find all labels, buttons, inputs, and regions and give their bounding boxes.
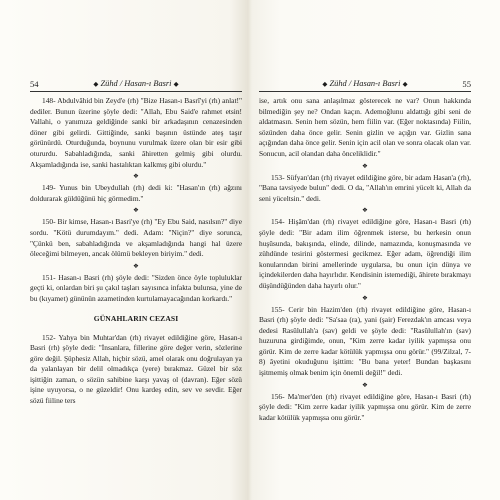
diamond-icon: ◆ xyxy=(402,81,408,88)
right-body xyxy=(259,96,471,423)
separator-ornament: ❖ xyxy=(362,207,368,215)
separator-ornament: ❖ xyxy=(362,162,368,170)
running-head xyxy=(30,78,242,90)
separator-ornament: ❖ xyxy=(133,173,139,181)
paragraph-151: 151- Hasan-ı Basri (rh) şöyle dedi: "Sizden önce öyle topluluklar geçti ki, onlardan biri şu çakıl taşları sayısınca infakta bulunsa, yine de bu (kıyamet) gününün azametinden kurtulamayacağından korkardı." xyxy=(30,272,242,303)
separator-ornament: ❖ xyxy=(362,381,368,389)
paragraph-152-continued: ise, artık onu sana anlaşılmaz gösterecek ne var? Onun hakkında bilmediğin şey ne? Ondan kaçın. Ademoğlunu aldattığı gibi seni de aldatmasın. Senin hem sözün, hem fiilin var. (Eğer noktasında) Fiilin, sözünden daha önce gelir. Senin gizlin ve açığın var. Gizlin sana açığından daha önce gelir. Senin için acil olan ve sonra olacak olan var. Sonucun, acil olandan daha önceliklidir." xyxy=(259,96,471,158)
right-page xyxy=(259,78,471,498)
paragraph-152: 152- Yahya bin Muhtar'dan (rh) rivayet edildiğine göre, Hasan-ı Basri (rh) şöyle dedi: "İnsanlara, fillerine göre değer verin, sözlerine göre değil. Şüphesiz Allah, hiçbir sözü, amel olarak onu doğrulayan ya da yalanlayan bir delil olmadıkça (yere) bırakmaz. Güzel bir söz işittiğin zaman, o sözün sahibine karşı yavaş ol (davran). Eğer sözü işine uyuyorsa, o ne güzeldir! Onu kardeş edin, sev ve sevdir. Eğer sözü fiiline ters xyxy=(30,332,242,406)
header-rule xyxy=(259,91,471,92)
paragraph-149: 149- Yunus bin Ubeydullah (rh) dedi ki: "Hasan'ın (rh) ağzını doldurarak güldüğünü hiç görmedim." xyxy=(30,183,242,203)
paragraph-156: 156- Ma'mer'den (rh) rivayet edildiğine göre, Hasan-ı Basri (rh) şöyle dedi: "Kim zerre kadar iyilik yapmışsa onu görür. Kim de zerre kadar kötülük yapmışsa onu görür." xyxy=(259,391,471,422)
page-number: 55 xyxy=(462,79,471,89)
paragraph-150: 150- Bir kimse, Hasan-ı Basri'ye (rh) "Ey Ebu Said, nasılsın?" diye sordu. "Kötü durumdayım." dedi. Adam: "Niçin?" diye sorunca, "Çünkü ben, sabahladığında ve akşamladığında hangi hal üzere öleceğimi bilmeyen, ancak ölümü bekleyen biriyim." dedi. xyxy=(30,217,242,259)
paragraph-154: 154- Hişâm'dan (rh) rivayet edildiğine göre, Hasan-ı Basri (rh) şöyle dedi: "Bir adam ilim öğrenmek isterse, bu herkesin onun huşûsunda, bakışında, elinde, dilinde, namazında, konuşmasında ve zühdünde tesirini göstermesi gecikmez. Eğer adam, öğrendiği ilim konularından birini amellerinde uygularsa, bu onun için dünya ve içindekilerden daha hayırlıdır. Kendisinin istemediği, âhirete bırakmayı düşündüğünden daha hayırlı olur." xyxy=(259,217,471,290)
paragraph-148: 148- Abdulvâhid bin Zeyd'e (rh) "Bize Hasan-ı Basrî'yi (rh) anlat!" dediler. Bunun üzerine şöyle dedi: "Allah, Ebu Said'e rahmet etsin! Vallahi, o yanımıza geldiğinde sanki bir arkadaşının cenazesinden döner gibi gelirdi. Gittiğinde, sanki başının üstünde ateş taşır görünürdü. Oturduğunda, boynunu vurulmak üzere olan bir esir gibi otururdu. Sabahladığında, sanki âhiretten gelmiş gibi olurdu. Akşamladığında ise, sanki hastalıktan kalkmış gibi olurdu." xyxy=(30,96,242,169)
header-rule xyxy=(30,91,242,92)
running-title xyxy=(322,79,407,88)
diamond-icon: ◆ xyxy=(173,81,179,88)
diamond-icon: ◆ xyxy=(322,81,328,88)
separator-ornament: ❖ xyxy=(133,207,139,215)
running-head xyxy=(259,78,471,90)
separator-ornament: ❖ xyxy=(133,262,139,270)
section-heading: GÜNAHLARIN CEZASI xyxy=(93,313,179,323)
left-page xyxy=(30,78,242,498)
running-title xyxy=(93,79,178,88)
left-body xyxy=(30,96,242,407)
paragraph-155: 155- Cerir bin Hazim'den (rh) rivayet edildiğine göre, Hasan-ı Basri (rh) şöyle dedi: "Sa'saa (ra), yani (şair) Ferezdak'ın amcası veya dedesi Rasûlullah'a (sav) geldi ve şöyle dedi: "Rasûlullah'ın (sav) huzuruna girdiğimde, onun, "Kim zerre kadar iyilik yapmışsa onu görür. Kim de zerre kadar kötülük yapmışsa onu görür." (99/Zilzal, 7-8) âyetini okuduğunu işittim: "Bu bana yeter! Bundan başkasını işitmemiş olmak benim için önemli değil!" dedi. xyxy=(259,304,471,378)
running-title-text: Zühd / Hasan-ı Basri xyxy=(100,79,172,88)
separator-ornament: ❖ xyxy=(362,294,368,302)
page-number: 54 xyxy=(30,79,39,89)
running-title-text: Zühd / Hasan-ı Basri xyxy=(329,79,401,88)
diamond-icon: ◆ xyxy=(93,81,99,88)
paragraph-153: 153- Süfyan'dan (rh) rivayet edildiğine göre, bir adam Hasan'a (rh), "Bana tavsiyede bulun" dedi. O da, "Allah'ın emrini yücelt ki, Allah da seni yüceltsin." dedi. xyxy=(259,172,471,203)
